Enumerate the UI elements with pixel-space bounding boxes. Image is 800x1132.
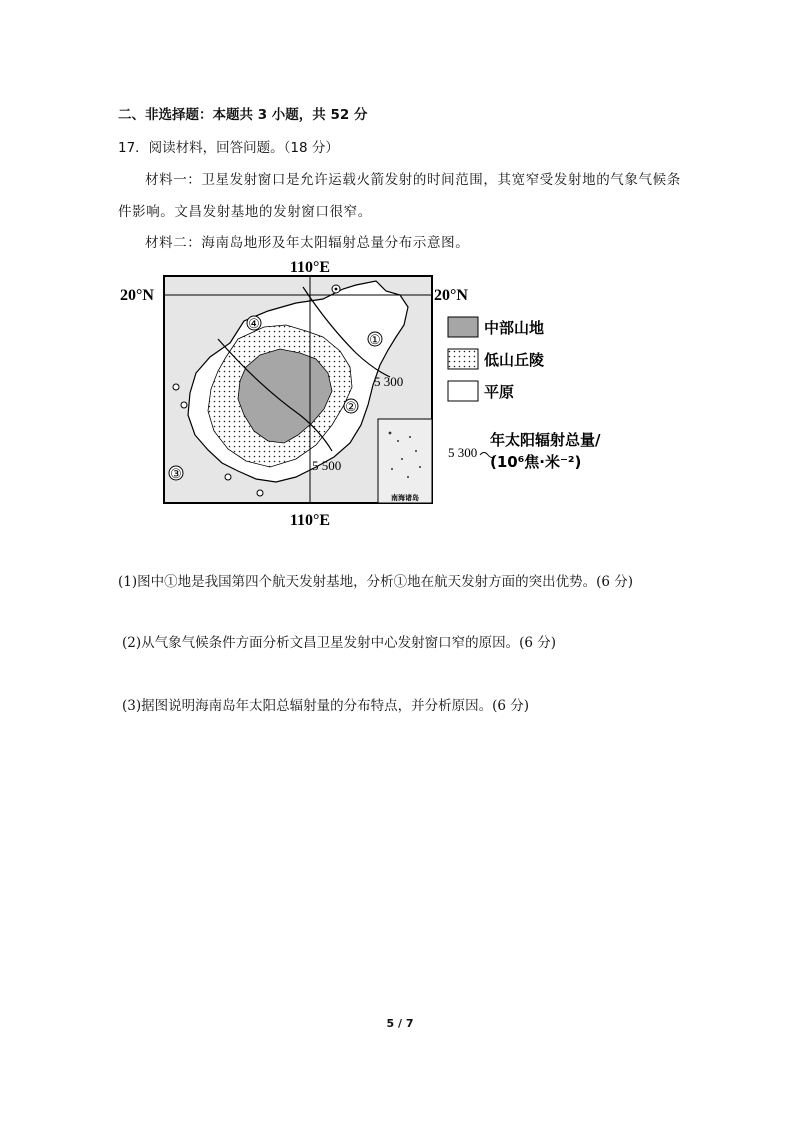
marker-2: ② bbox=[345, 399, 357, 414]
isoline-label-5500: 5 500 bbox=[312, 458, 342, 473]
legend-isoline-unit: (10⁶焦·米⁻²) bbox=[490, 453, 582, 471]
legend-swatch-mountain bbox=[448, 317, 478, 337]
inset-label: 南海诸岛 bbox=[391, 494, 419, 502]
question-header bbox=[118, 136, 339, 156]
sub-question-1: (1)图中①地是我国第四个航天发射基地，分析①地在航天发射方面的突出优势。(6 分) bbox=[118, 574, 634, 590]
material-1-line-2: 件影响。文昌发射基地的发射窗口很窄。 bbox=[118, 204, 372, 220]
town-dot bbox=[173, 384, 179, 390]
material-2: 材料二：海南岛地形及年太阳辐射总量分布示意图。 bbox=[145, 235, 470, 251]
material-1-line-1: 材料一：卫星发射窗口是允许运载火箭发射的时间范围，其宽窄受发射地的气象气候条 bbox=[145, 172, 681, 188]
legend-isoline-title: 年太阳辐射总量/ bbox=[490, 431, 601, 449]
legend-swatch-plain bbox=[448, 381, 478, 401]
legend-swatch-hills bbox=[448, 349, 478, 369]
sub-question-3: (3)据图说明海南岛年太阳总辐射量的分布特点，并分析原因。(6 分) bbox=[122, 698, 530, 714]
inset-frame bbox=[378, 419, 432, 503]
legend-isoline-value: 5 300 bbox=[448, 445, 478, 460]
town-dot bbox=[225, 474, 231, 480]
town-dot bbox=[181, 402, 187, 408]
section-heading: 二、非选择题：本题共 3 小题，共 52 分 bbox=[118, 107, 368, 123]
lat-right-label: 20°N bbox=[434, 287, 468, 304]
legend-label-mountain: 中部山地 bbox=[484, 319, 545, 337]
lon-bottom-label: 110°E bbox=[289, 512, 331, 529]
marker-3: ③ bbox=[170, 466, 182, 481]
legend-label-hills: 低山丘陵 bbox=[484, 351, 545, 369]
page-number: 5 / 7 bbox=[386, 1017, 414, 1030]
isoline-label-5300: 5 300 bbox=[374, 374, 404, 389]
marker-4: ④ bbox=[248, 316, 260, 331]
question-header-text: 17．阅读材料，回答问题。（18 分） bbox=[118, 140, 339, 156]
sub-question-2: (2)从气象气候条件方面分析文昌卫星发射中心发射窗口窄的原因。(6 分) bbox=[122, 635, 557, 651]
hainan-map-figure bbox=[118, 255, 608, 530]
legend-label-plain: 平原 bbox=[484, 383, 515, 401]
lon-top-label: 110°E bbox=[289, 259, 331, 276]
town-dot bbox=[335, 288, 338, 291]
marker-1: ① bbox=[369, 332, 381, 347]
lat-left-label: 20°N bbox=[120, 287, 154, 304]
town-dot bbox=[257, 490, 263, 496]
